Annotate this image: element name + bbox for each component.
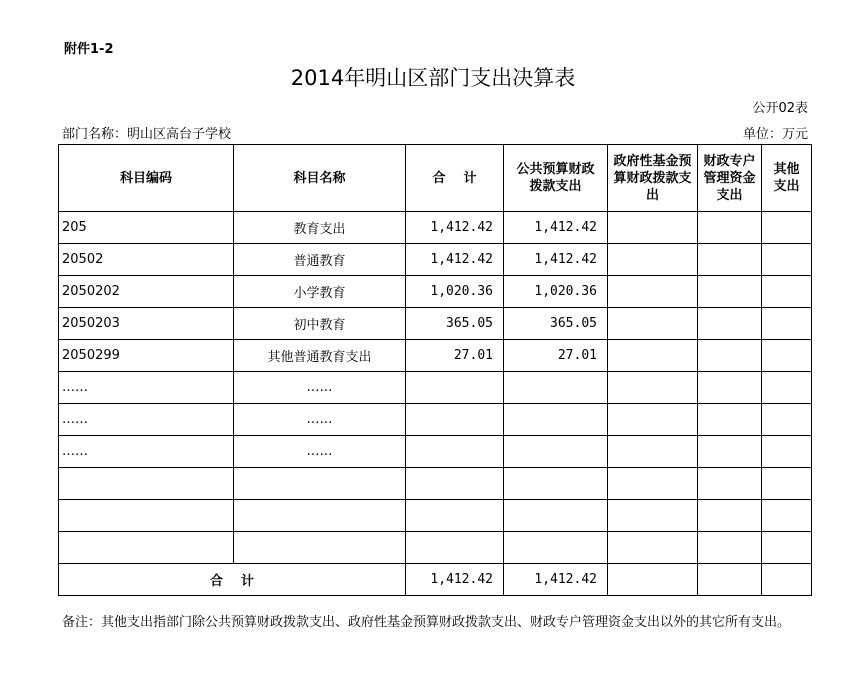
cell-public-budget: 365.05 [504,308,608,340]
cell-total: 1,412.42 [406,212,504,244]
cell-special-account [698,340,762,372]
total-row-special [698,564,762,596]
total-row-other [762,564,812,596]
cell-public-budget [504,468,608,500]
cell-gov-fund [608,340,698,372]
cell-code: …… [59,404,234,436]
cell-total: 365.05 [406,308,504,340]
cell-name: …… [234,372,406,404]
cell-name: 小学教育 [234,276,406,308]
cell-total [406,468,504,500]
cell-code: 205 [59,212,234,244]
cell-name [234,500,406,532]
unit-label: 单位：万元 [742,127,808,142]
cell-total [406,500,504,532]
cell-gov-fund [608,276,698,308]
cell-special-account [698,372,762,404]
cell-other [762,308,812,340]
header-name: 科目名称 [234,145,406,212]
form-number: 公开02表 [752,101,808,116]
cell-other [762,212,812,244]
cell-total: 1,412.42 [406,244,504,276]
cell-total: 27.01 [406,340,504,372]
header-special-account: 财政专户管理资金支出 [698,145,762,212]
total-row [59,564,812,596]
cell-gov-fund [608,532,698,564]
cell-code: …… [59,372,234,404]
table-row [59,340,812,372]
cell-special-account [698,244,762,276]
header-gov-fund: 政府性基金预算财政拨款支出 [608,145,698,212]
cell-other [762,532,812,564]
cell-other [762,436,812,468]
cell-special-account [698,532,762,564]
cell-other [762,372,812,404]
cell-public-budget: 1,412.42 [504,212,608,244]
cell-public-budget [504,372,608,404]
cell-code [59,500,234,532]
cell-total: 1,020.36 [406,276,504,308]
cell-name: 普通教育 [234,244,406,276]
cell-gov-fund [608,500,698,532]
total-row-fund [608,564,698,596]
cell-name [234,468,406,500]
cell-special-account [698,500,762,532]
cell-total [406,436,504,468]
attachment-label: 附件1-2 [64,42,114,57]
cell-public-budget: 1,020.36 [504,276,608,308]
cell-special-account [698,404,762,436]
cell-public-budget [504,404,608,436]
cell-code: 2050299 [59,340,234,372]
cell-other [762,244,812,276]
cell-total [406,404,504,436]
header-total: 合 计 [406,145,504,212]
cell-code [59,532,234,564]
table-row [59,436,812,468]
cell-code [59,468,234,500]
header-public-budget: 公共预算财政拨款支出 [504,145,608,212]
cell-public-budget: 27.01 [504,340,608,372]
cell-name: 其他普通教育支出 [234,340,406,372]
cell-code: …… [59,436,234,468]
table-row [59,212,812,244]
total-row-label: 合 计 [59,564,406,596]
table-row [59,532,812,564]
cell-other [762,500,812,532]
cell-public-budget: 1,412.42 [504,244,608,276]
cell-public-budget [504,436,608,468]
table-row [59,500,812,532]
table-header-row [59,145,812,212]
cell-other [762,276,812,308]
cell-public-budget [504,532,608,564]
cell-gov-fund [608,404,698,436]
total-row-public: 1,412.42 [504,564,608,596]
cell-total [406,372,504,404]
cell-special-account [698,276,762,308]
cell-code: 20502 [59,244,234,276]
cell-name: 教育支出 [234,212,406,244]
cell-gov-fund [608,468,698,500]
page-title: 2014年明山区部门支出决算表 [290,66,576,90]
cell-gov-fund [608,436,698,468]
cell-special-account [698,436,762,468]
cell-public-budget [504,500,608,532]
cell-name: …… [234,436,406,468]
cell-other [762,404,812,436]
cell-total [406,532,504,564]
table-row [59,308,812,340]
cell-code: 2050202 [59,276,234,308]
department-name: 部门名称：明山区高台子学校 [62,127,232,142]
cell-name: 初中教育 [234,308,406,340]
cell-name: …… [234,404,406,436]
table-row [59,276,812,308]
table-row [59,244,812,276]
cell-special-account [698,468,762,500]
table-row [59,372,812,404]
cell-special-account [698,212,762,244]
table-row [59,404,812,436]
cell-other [762,340,812,372]
header-other: 其他支出 [762,145,812,212]
cell-other [762,468,812,500]
table-row [59,468,812,500]
cell-code: 2050203 [59,308,234,340]
cell-gov-fund [608,372,698,404]
total-row-total: 1,412.42 [406,564,504,596]
cell-name [234,532,406,564]
footnote: 备注：其他支出指部门除公共预算财政拨款支出、政府性基金预算财政拨款支出、财政专户管理资金支出以外的其它所有支出。 [62,615,791,630]
header-code: 科目编码 [59,145,234,212]
expenditure-table [58,144,812,596]
cell-special-account [698,308,762,340]
cell-gov-fund [608,212,698,244]
cell-gov-fund [608,244,698,276]
cell-gov-fund [608,308,698,340]
